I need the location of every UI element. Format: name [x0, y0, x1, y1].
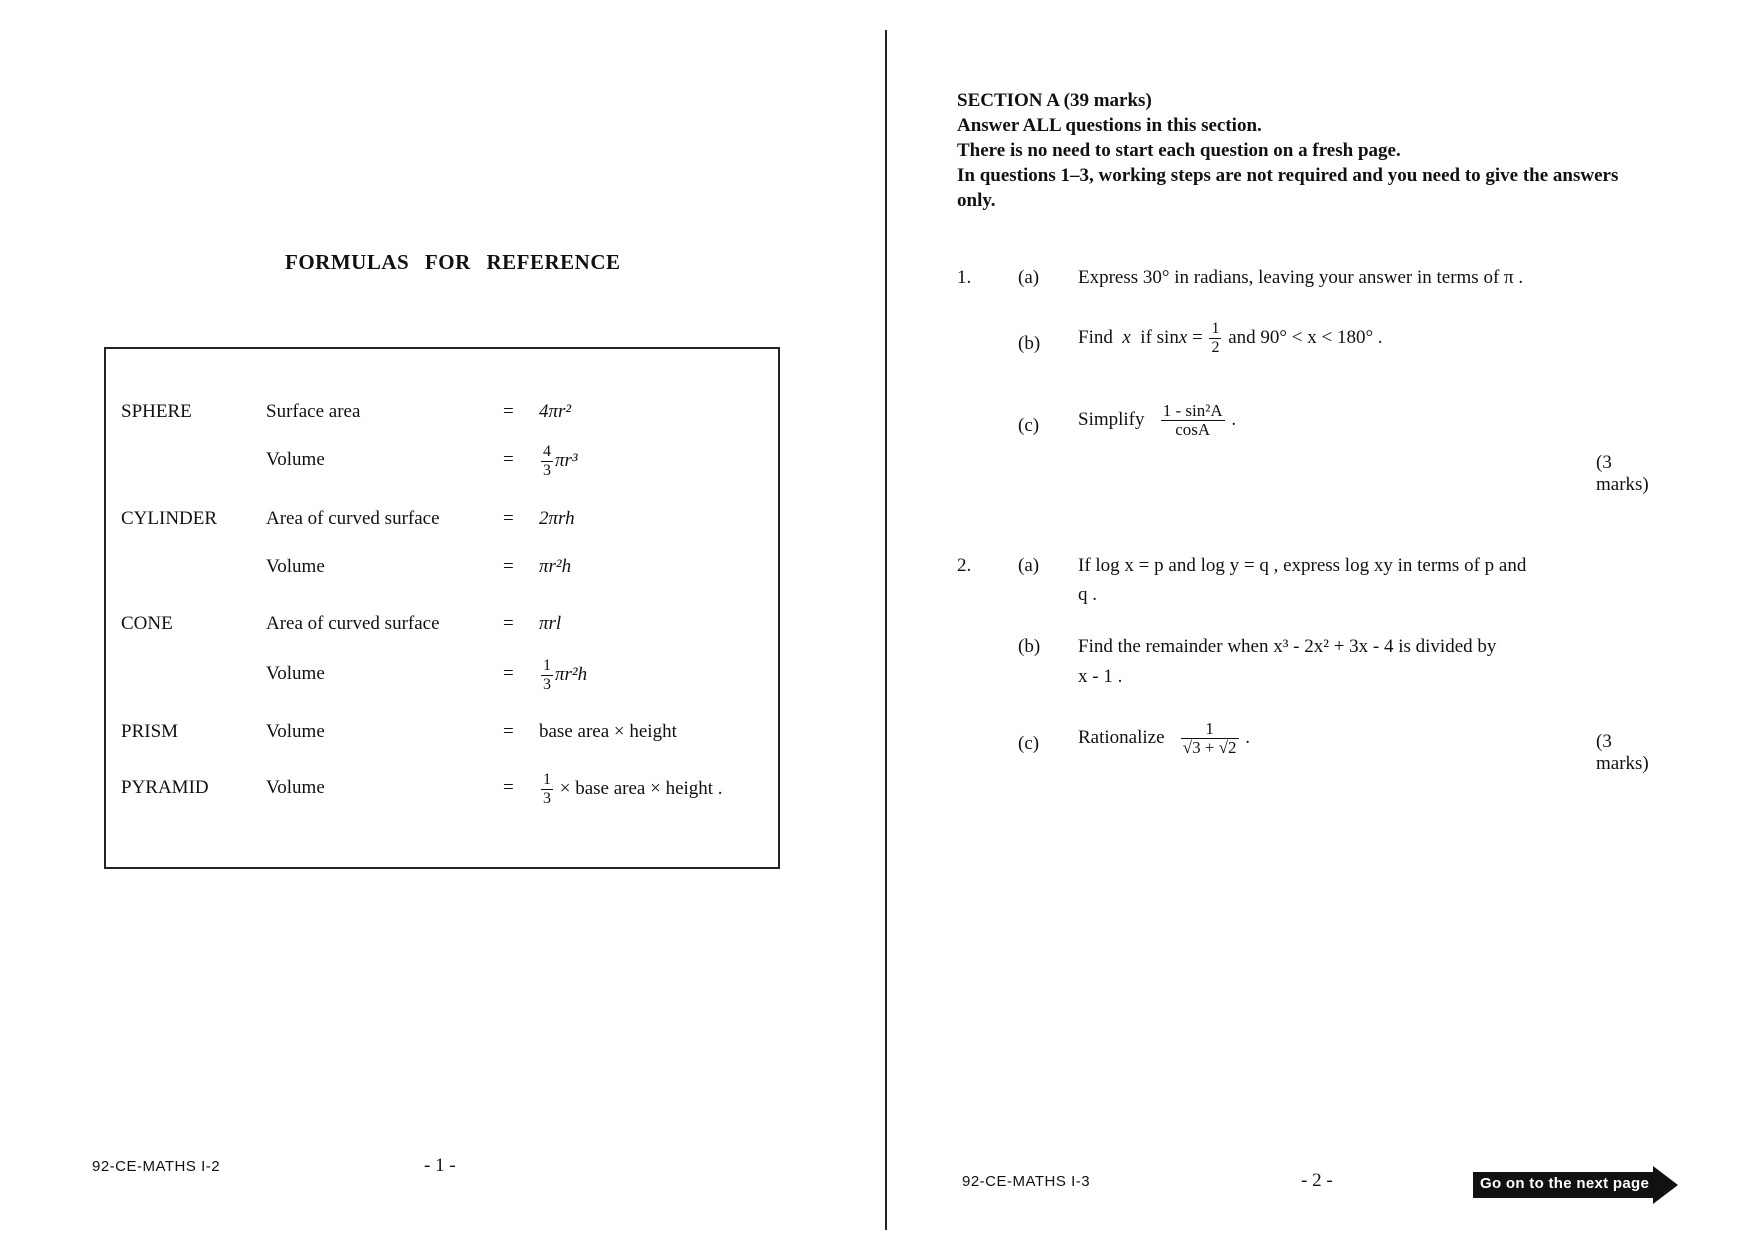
- formula-row: [106, 771, 782, 827]
- formula-row: [106, 613, 782, 663]
- footer-code: 92-CE-MATHS I-3: [962, 1173, 1091, 1190]
- formulas-box: [104, 347, 780, 869]
- part-text: Find x if sinx = $\frac{1}{2}$ and 90° < x < 180° .: [1078, 320, 1383, 356]
- question-number: 2.: [957, 555, 972, 576]
- section-instruction: In questions 1–3, working steps are not required and you need to give the answers only.: [957, 165, 1619, 211]
- page-number: - 2 -: [1301, 1170, 1333, 1191]
- part-text: x - 1 .: [1078, 666, 1123, 687]
- equals-sign: =: [503, 663, 514, 684]
- part-text: If log x = p and log y = q , express log xy in terms of p and: [1078, 555, 1527, 576]
- part-label: (a): [1018, 555, 1040, 576]
- section-instruction: Answer ALL questions in this section.: [957, 115, 1262, 136]
- part-text: Simplify $\frac{\text{1 - sin²A}}{\cos A}$ .: [1078, 401, 1237, 439]
- equals-sign: =: [503, 401, 514, 422]
- formula-row: [106, 657, 782, 713]
- equals-sign: =: [503, 449, 514, 470]
- formula-row: [106, 401, 782, 451]
- formula-row: [106, 556, 782, 606]
- quantity-name: Volume: [266, 777, 325, 798]
- shape-name: PRISM: [121, 721, 179, 742]
- footer-code: 92-CE-MATHS I-2: [92, 1158, 221, 1175]
- equals-sign: =: [503, 556, 514, 577]
- quantity-name: Area of curved surface: [266, 508, 440, 529]
- section-instruction: There is no need to start each question on a fresh page.: [957, 140, 1401, 161]
- formula-expression: πr²h: [539, 556, 572, 577]
- quantity-name: Volume: [266, 556, 325, 577]
- fraction: $\frac{1}{3}$: [543, 657, 551, 693]
- shape-name: CONE: [121, 613, 173, 634]
- formulas-title: FORMULAS FOR REFERENCE: [285, 250, 621, 274]
- equals-sign: =: [503, 721, 514, 742]
- fraction: $\frac{1}{√3 + √2}$: [1182, 719, 1237, 757]
- marks-label: (3 marks): [1596, 452, 1649, 495]
- fraction: $\frac{1}{2}$: [1211, 320, 1220, 356]
- formula-expression: 2πrh: [539, 508, 575, 529]
- formula-expression: $\frac{1}{3}$ × base area × height .: [543, 771, 723, 807]
- page-number: - 1 -: [424, 1155, 456, 1176]
- marks-label: (3 marks): [1596, 731, 1649, 774]
- quantity-name: Volume: [266, 663, 325, 684]
- part-text: Find the remainder when x³ - 2x² + 3x - 4 is divided by: [1078, 636, 1497, 657]
- formula-expression: 4πr²: [539, 401, 572, 422]
- formula-row: [106, 721, 782, 771]
- part-text: q .: [1078, 584, 1097, 605]
- quantity-name: Area of curved surface: [266, 613, 440, 634]
- formula-row: [106, 443, 782, 499]
- fraction: $\frac{4}{3}$: [543, 443, 551, 479]
- part-text: Express 30° in radians, leaving your answer in terms of π .: [1078, 267, 1524, 288]
- shape-name: CYLINDER: [121, 508, 218, 529]
- section-header: [957, 88, 1657, 213]
- quantity-name: Volume: [266, 449, 325, 470]
- quantity-name: Surface area: [266, 401, 361, 422]
- equals-sign: =: [503, 777, 514, 798]
- part-label: (b): [1018, 636, 1041, 657]
- next-page-label: Go on to the next page: [1480, 1175, 1650, 1192]
- formula-expression: base area × height: [539, 721, 677, 742]
- section-title: SECTION A (39 marks): [957, 90, 1152, 111]
- part-label: (c): [1018, 415, 1040, 436]
- part-label: (a): [1018, 267, 1040, 288]
- equals-sign: =: [503, 508, 514, 529]
- fraction: $\frac{1}{3}$: [543, 771, 551, 807]
- equals-sign: =: [503, 613, 514, 634]
- page-divider: [885, 30, 887, 1230]
- formula-expression: πrl: [539, 613, 562, 634]
- quantity-name: Volume: [266, 721, 325, 742]
- shape-name: PYRAMID: [121, 777, 209, 798]
- part-label: (b): [1018, 333, 1041, 354]
- part-label: (c): [1018, 733, 1040, 754]
- fraction: $\frac{\text{1 - sin²A}}{\cos A}$: [1162, 401, 1223, 439]
- formula-row: [106, 508, 782, 558]
- shape-name: SPHERE: [121, 401, 192, 422]
- part-text: Rationalize $\frac{1}{√3 + √2}$ .: [1078, 719, 1251, 757]
- formula-expression: $\frac{1}{3}$ πr²h: [543, 657, 588, 693]
- question-number: 1.: [957, 267, 972, 288]
- formula-expression: $\frac{4}{3}$ πr³: [543, 443, 578, 479]
